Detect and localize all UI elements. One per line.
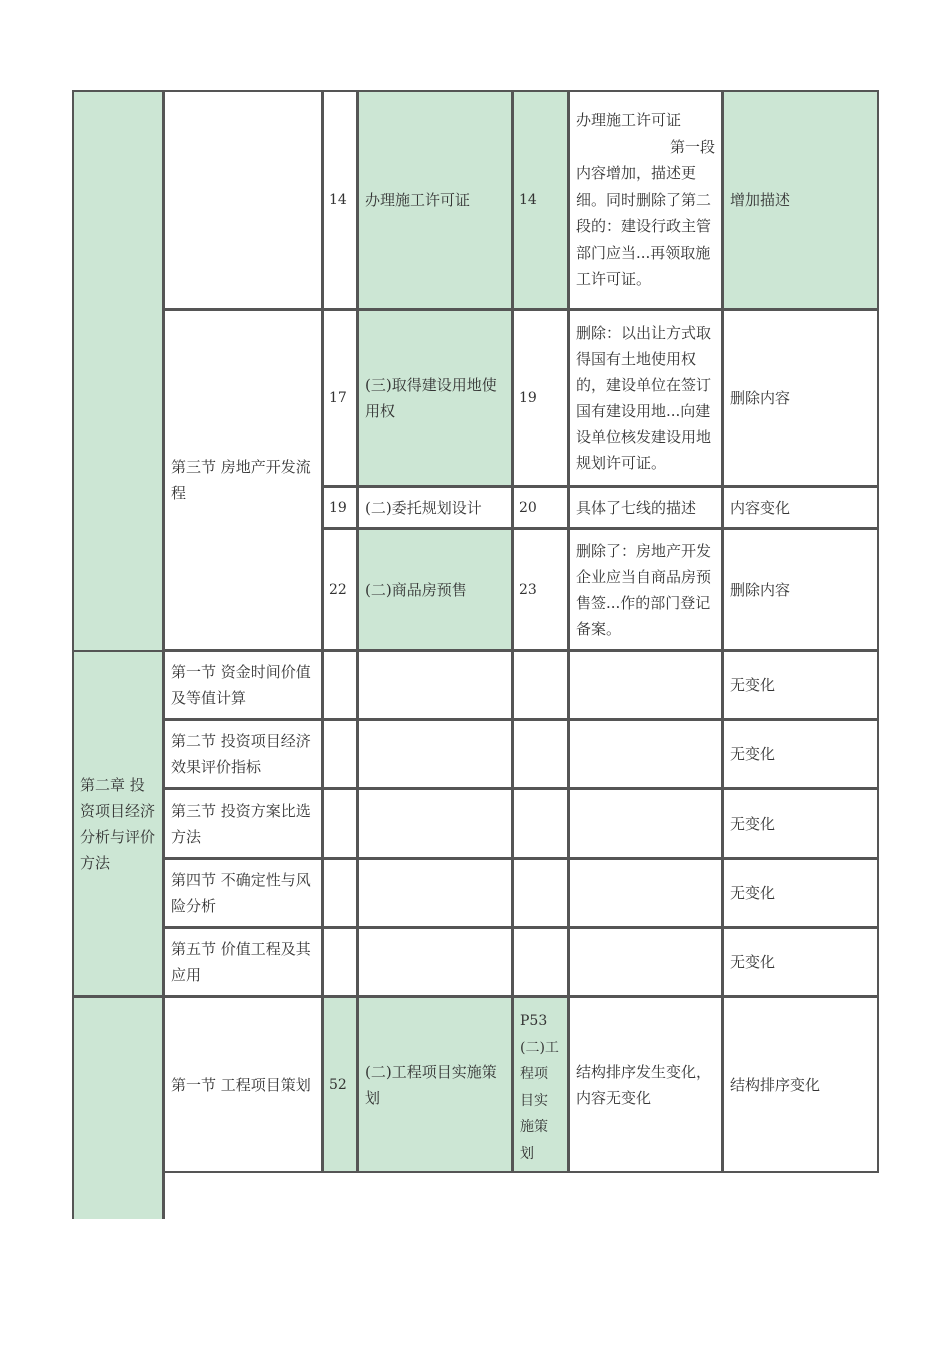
change-type-cell: 无变化 xyxy=(722,650,879,720)
table-border-continuation xyxy=(163,1172,165,1219)
new-page-cell: 20 xyxy=(512,486,569,529)
description-title: 办理施工许可证 xyxy=(576,111,682,130)
section-cell: 第二节 投资项目经济效果评价指标 xyxy=(163,719,323,789)
change-type-cell: 删除内容 xyxy=(722,309,879,487)
new-page-cell: 14 xyxy=(512,90,569,310)
old-item-cell: (三)取得建设用地使用权 xyxy=(357,309,513,487)
old-page-cell: 22 xyxy=(322,528,358,651)
description-cell: 具体了七线的描述 xyxy=(568,486,723,529)
description-subtitle: 第一段 xyxy=(669,137,715,156)
new-page-cell: 19 xyxy=(512,309,569,487)
new-page-cell xyxy=(512,719,569,789)
chapter-cell: 第二章 投资项目经济分析与评价方法 xyxy=(72,650,164,997)
description-cell: 删除：以出让方式取得国有土地使用权的，建设单位在签订国有建设用地...向建设单位核发建设用地规划许可证。 xyxy=(568,309,723,487)
old-page-cell: 17 xyxy=(322,309,358,487)
chapter-cell-next xyxy=(72,996,164,1219)
description-cell xyxy=(568,927,723,997)
description-cell: 结构排序发生变化，内容无变化 xyxy=(568,996,723,1173)
old-item-cell xyxy=(357,719,513,789)
new-page-cell xyxy=(512,650,569,720)
new-page-cell: P53(二)工程项目实施策划 xyxy=(512,996,569,1173)
description-cell xyxy=(568,90,723,310)
old-item-cell: (二)委托规划设计 xyxy=(357,486,513,529)
description-text: 内容增加，描述更细。同时删除了第二段的：建设行政主管部门应当...再领取施工许可证。 xyxy=(576,164,712,289)
new-page-cell xyxy=(512,927,569,997)
old-page-cell xyxy=(322,650,358,720)
description-cell xyxy=(568,650,723,720)
old-item-cell: (二)商品房预售 xyxy=(357,528,513,651)
section-cell: 第一节 工程项目策划 xyxy=(163,996,323,1173)
old-page-cell: 52 xyxy=(322,996,358,1173)
change-type-cell: 无变化 xyxy=(722,927,879,997)
change-type-cell: 无变化 xyxy=(722,719,879,789)
section-cell: 第三节 投资方案比选方法 xyxy=(163,788,323,859)
change-type-cell: 结构排序变化 xyxy=(722,996,879,1173)
section-cell: 第四节 不确定性与风险分析 xyxy=(163,858,323,928)
old-page-cell: 14 xyxy=(322,90,358,310)
old-item-cell xyxy=(357,650,513,720)
description-cell: 删除了：房地产开发企业应当自商品房预售签...作的部门登记备案。 xyxy=(568,528,723,651)
section-cell-empty xyxy=(163,90,323,310)
old-page-cell xyxy=(322,788,358,859)
description-cell xyxy=(568,788,723,859)
old-item-cell xyxy=(357,858,513,928)
old-page-cell xyxy=(322,719,358,789)
old-item-cell: 办理施工许可证 xyxy=(357,90,513,310)
change-type-cell: 无变化 xyxy=(722,858,879,928)
section-cell: 第五节 价值工程及其应用 xyxy=(163,927,323,997)
change-type-cell: 增加描述 xyxy=(722,90,879,310)
old-item-cell: (二)工程项目实施策划 xyxy=(357,996,513,1173)
description-cell xyxy=(568,858,723,928)
section-cell: 第三节 房地产开发流程 xyxy=(163,309,323,651)
change-type-cell: 删除内容 xyxy=(722,528,879,651)
new-page-cell xyxy=(512,788,569,859)
old-page-cell xyxy=(322,858,358,928)
description-cell xyxy=(568,719,723,789)
old-item-cell xyxy=(357,788,513,859)
old-page-cell xyxy=(322,927,358,997)
old-page-cell: 19 xyxy=(322,486,358,529)
chapter-cell-continued xyxy=(72,90,164,651)
change-type-cell: 内容变化 xyxy=(722,486,879,529)
new-page-cell xyxy=(512,858,569,928)
change-type-cell: 无变化 xyxy=(722,788,879,859)
section-cell: 第一节 资金时间价值及等值计算 xyxy=(163,650,323,720)
new-page-cell: 23 xyxy=(512,528,569,651)
old-item-cell xyxy=(357,927,513,997)
